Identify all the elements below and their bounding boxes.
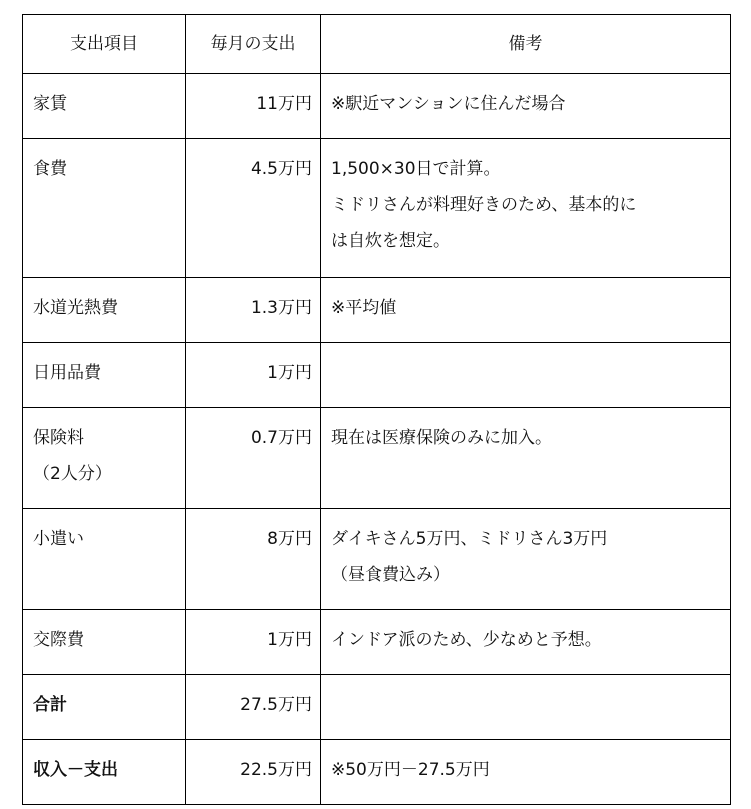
note-line: 現在は医療保険のみに加入。 bbox=[331, 428, 552, 448]
table-row bbox=[23, 139, 731, 278]
balance-label: 収入－支出 bbox=[23, 740, 186, 805]
row-note bbox=[321, 509, 731, 610]
row-amount: 1万円 bbox=[186, 610, 321, 675]
row-amount: 1.3万円 bbox=[186, 278, 321, 343]
row-item: 保険料 bbox=[33, 428, 84, 448]
row-amount: 8万円 bbox=[186, 509, 321, 610]
row-item: 食費 bbox=[23, 139, 186, 278]
table-header-row bbox=[23, 15, 731, 74]
row-item: 小遣い bbox=[23, 509, 186, 610]
header-note: 備考 bbox=[321, 15, 731, 74]
note-line: ※50万円－27.5万円 bbox=[331, 760, 490, 780]
table-row bbox=[23, 343, 731, 408]
row-note bbox=[321, 740, 731, 805]
row-note bbox=[321, 675, 731, 740]
row-amount: 4.5万円 bbox=[186, 139, 321, 278]
row-item-cell bbox=[23, 408, 186, 509]
row-note bbox=[321, 74, 731, 139]
row-item-sub: （2人分） bbox=[33, 464, 112, 484]
row-amount: 1万円 bbox=[186, 343, 321, 408]
expense-table bbox=[22, 14, 731, 805]
note-line: （昼食費込み） bbox=[331, 565, 450, 585]
row-item: 日用品費 bbox=[23, 343, 186, 408]
note-line: ダイキさん5万円、ミドリさん3万円 bbox=[331, 529, 608, 549]
note-line: ※駅近マンションに住んだ場合 bbox=[331, 94, 566, 114]
table-row bbox=[23, 278, 731, 343]
header-amount: 毎月の支出 bbox=[186, 15, 321, 74]
table-row bbox=[23, 610, 731, 675]
row-amount: 0.7万円 bbox=[186, 408, 321, 509]
row-note bbox=[321, 278, 731, 343]
note-line: 1,500×30日で計算。 bbox=[331, 159, 501, 179]
row-note bbox=[321, 610, 731, 675]
table-row bbox=[23, 408, 731, 509]
note-line: インドア派のため、少なめと予想。 bbox=[331, 630, 602, 650]
row-note bbox=[321, 408, 731, 509]
balance-row bbox=[23, 740, 731, 805]
total-row bbox=[23, 675, 731, 740]
total-amount: 27.5万円 bbox=[186, 675, 321, 740]
row-item: 交際費 bbox=[23, 610, 186, 675]
row-note bbox=[321, 343, 731, 408]
table-row bbox=[23, 74, 731, 139]
note-line: ミドリさんが料理好きのため、基本的に bbox=[331, 195, 637, 215]
note-line: ※平均値 bbox=[331, 298, 397, 318]
row-note bbox=[321, 139, 731, 278]
row-item: 水道光熱費 bbox=[23, 278, 186, 343]
row-amount: 11万円 bbox=[186, 74, 321, 139]
table-row bbox=[23, 509, 731, 610]
header-item: 支出項目 bbox=[23, 15, 186, 74]
note-line: は自炊を想定。 bbox=[331, 231, 450, 251]
row-item: 家賃 bbox=[23, 74, 186, 139]
balance-amount: 22.5万円 bbox=[186, 740, 321, 805]
total-label: 合計 bbox=[23, 675, 186, 740]
